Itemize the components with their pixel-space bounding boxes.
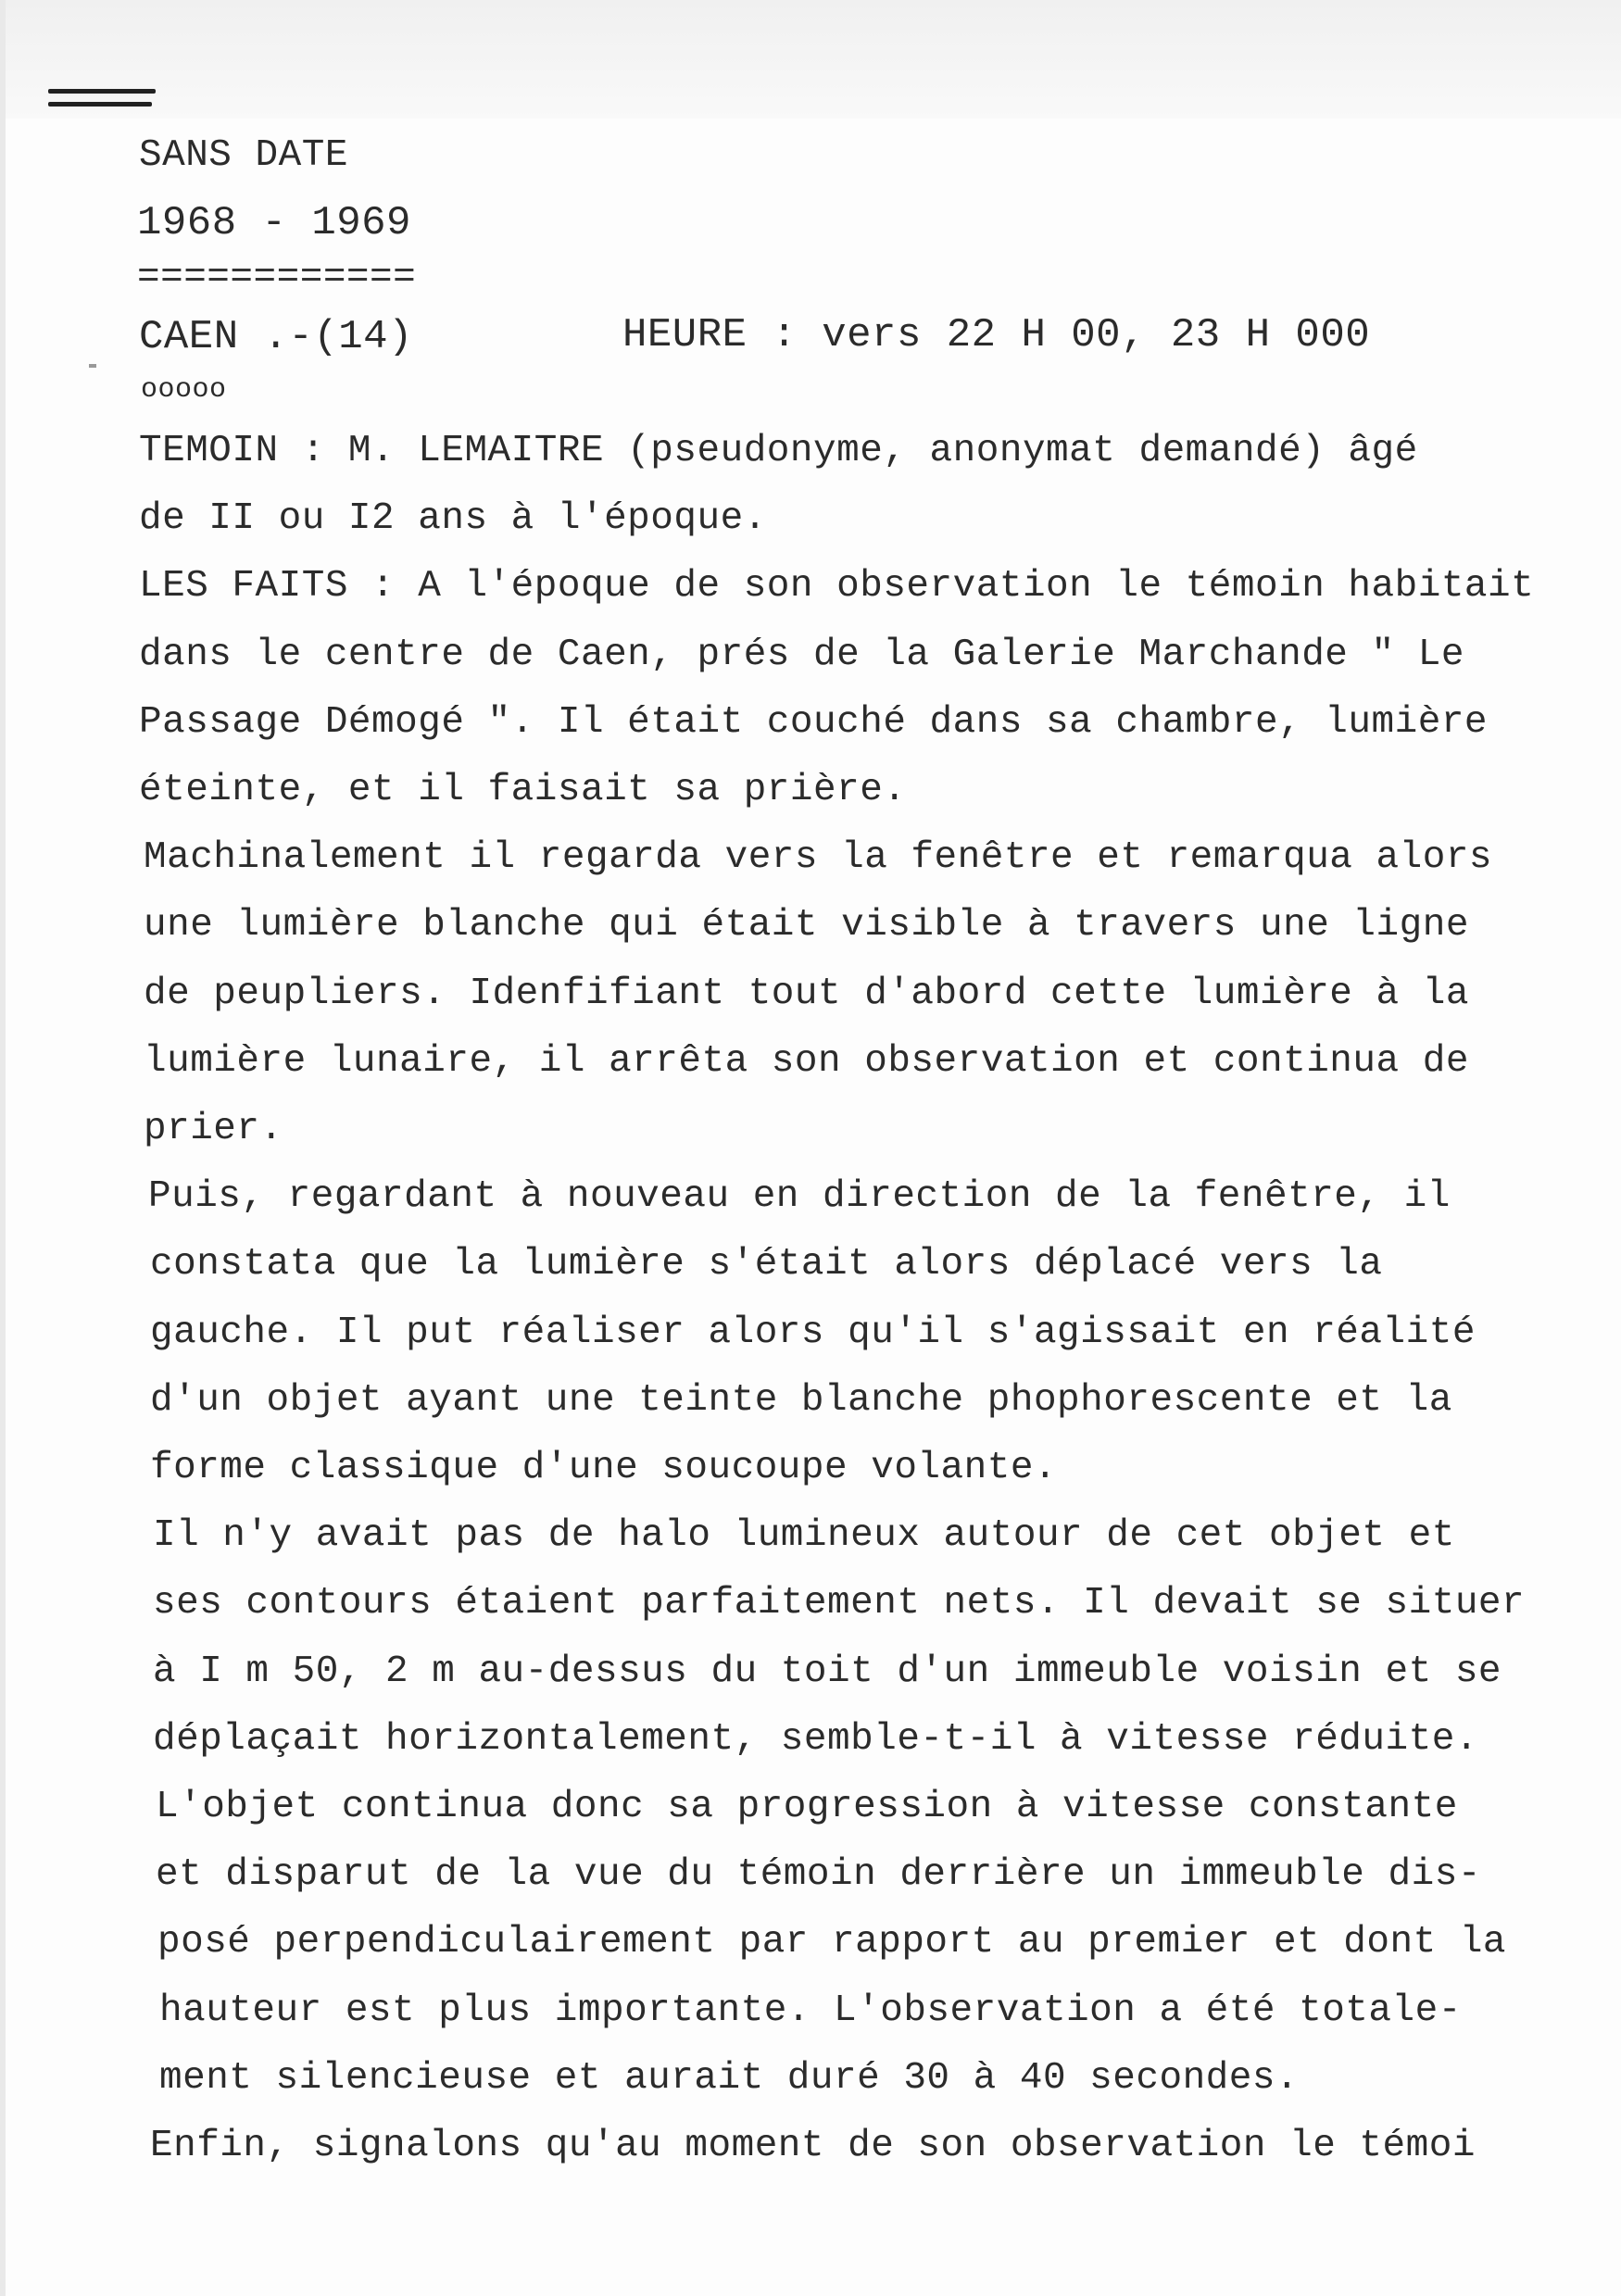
- body-line: posé perpendiculairement par rapport au premier et dont la: [157, 1921, 1507, 1964]
- body-line: d'un objet ayant une teinte blanche phophorescente et la: [150, 1378, 1452, 1422]
- circle-marks: ooooo: [141, 374, 227, 406]
- body-line: lumière lunaire, il arrêta son observation et continua de: [144, 1039, 1469, 1083]
- body-line: de II ou I2 ans à l'époque.: [139, 497, 767, 541]
- scan-left-edge: [0, 0, 6, 2296]
- body-line: une lumière blanche qui était visible à travers une ligne: [144, 904, 1469, 947]
- years-range: 1968 - 1969: [137, 200, 411, 246]
- body-line: LES FAITS : A l'époque de son observation le témoin habitait: [139, 565, 1535, 609]
- body-line: éteinte, et il faisait sa prière.: [139, 769, 907, 811]
- body-line: gauche. Il put réaliser alors qu'il s'agissait en réalité: [150, 1311, 1476, 1354]
- body-line: à I m 50, 2 m au-dessus du toit d'un immeuble voisin et se: [153, 1650, 1502, 1693]
- time-label: HEURE : vers 22 H 00, 23 H 000: [622, 312, 1371, 358]
- body-line: Passage Démogé ". Il était couché dans sa chambre, lumière: [139, 700, 1489, 744]
- body-line: ses contours étaient parfaitement nets. Il devait se situer: [153, 1582, 1526, 1625]
- scan-top-shadow: [0, 0, 1621, 119]
- body-line: forme classique d'une soucoupe volante.: [150, 1447, 1058, 1489]
- body-line: Il n'y avait pas de halo lumineux autour de cet objet et: [153, 1514, 1455, 1558]
- body-line: de peupliers. Idenfifiant tout d'abord cette lumière à la: [144, 972, 1469, 1015]
- body-line: prier.: [144, 1108, 283, 1150]
- date-label: SANS DATE: [139, 134, 348, 177]
- body-line: déplaçait horizontalement, semble-t-il à vitesse réduite.: [153, 1717, 1478, 1761]
- body-line: dans le centre de Caen, prés de la Galerie Marchande " Le: [139, 633, 1464, 676]
- body-line: TEMOIN : M. LEMAITRE (pseudonyme, anonymat demandé) âgé: [139, 430, 1418, 472]
- margin-dash-mark: [48, 102, 152, 107]
- separator-line: ============: [137, 257, 417, 299]
- margin-scratch: [89, 364, 96, 368]
- body-line: Puis, regardant à nouveau en direction de la fenêtre, il: [148, 1175, 1451, 1219]
- body-line: constata que la lumière s'était alors déplacé vers la: [150, 1243, 1383, 1286]
- location-label: CAEN .-(14): [139, 314, 413, 360]
- body-line: Machinalement il regarda vers la fenêtre et remarqua alors: [144, 836, 1493, 880]
- body-line: et disparut de la vue du témoin derrière un immeuble dis-: [156, 1853, 1481, 1897]
- body-line: ment silencieuse et aurait duré 30 à 40 secondes.: [159, 2056, 1300, 2100]
- margin-dash-mark: [48, 89, 156, 94]
- body-line: hauteur est plus importante. L'observation a été totale-: [159, 1989, 1462, 2032]
- body-line: L'objet continua donc sa progression à vitesse constante: [156, 1786, 1458, 1828]
- body-line: Enfin, signalons qu'au moment de son observation le témoi: [150, 2125, 1476, 2167]
